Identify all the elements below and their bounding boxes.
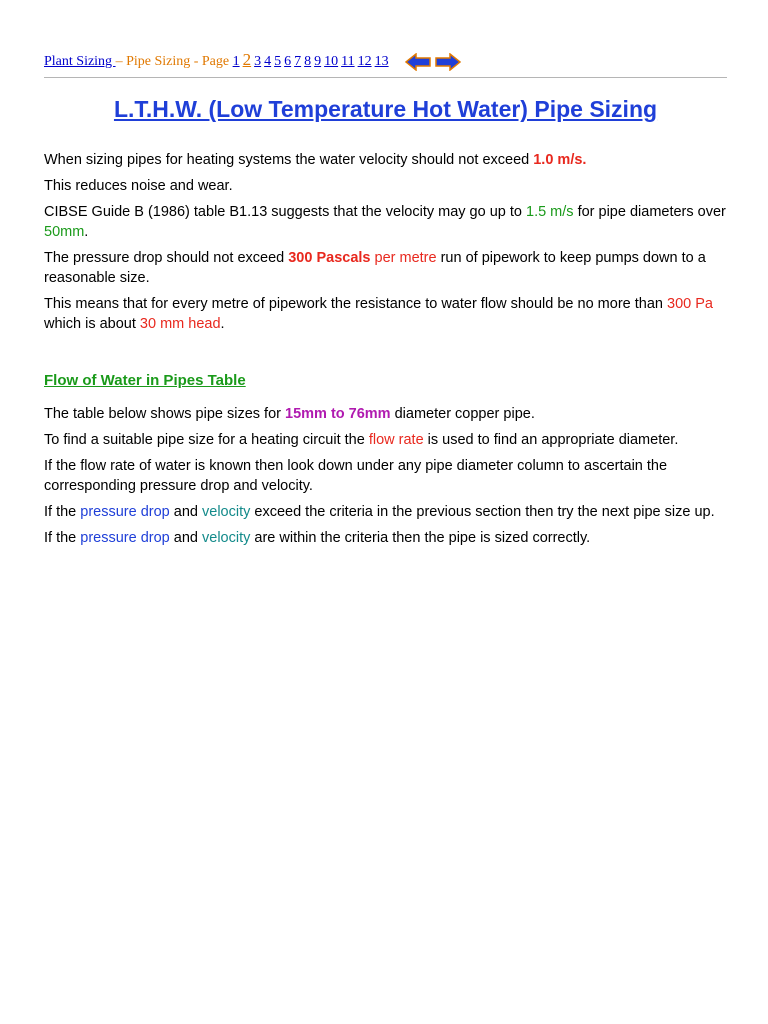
page-link-3[interactable]: 3: [254, 54, 262, 69]
text: If the: [44, 530, 81, 546]
section-paragraph-4: [44, 502, 734, 522]
section-paragraph-3: If the flow rate of water is known then look down under any pipe diameter column to ascertain the corresponding pressure drop and velocity.: [44, 458, 668, 494]
text: is used to find an appropriate diameter.: [423, 432, 679, 448]
velocity-term: velocity: [202, 530, 251, 546]
text: are within the criteria then the pipe is sized correctly.: [250, 530, 591, 546]
arrow-left-icon[interactable]: [405, 53, 431, 71]
pressure-value: 300 Pascals: [288, 250, 371, 266]
text: When sizing pipes for heating systems the water velocity should not exceed: [44, 152, 534, 168]
divider: [44, 77, 727, 78]
text: and: [169, 530, 202, 546]
text: The pressure drop should not exceed: [44, 250, 289, 266]
section-paragraph-5: [44, 528, 734, 548]
page-link-13[interactable]: 13: [374, 54, 389, 69]
page-link-2[interactable]: 2: [242, 50, 252, 69]
pressure-pa: 300 Pa: [667, 296, 713, 312]
text: To find a suitable pipe size for a heating circuit the: [44, 432, 369, 448]
pressure-drop-term: pressure drop: [80, 530, 170, 546]
page-link-12[interactable]: 12: [357, 54, 372, 69]
pipe-size-range: 15mm to 76mm: [285, 406, 391, 422]
diameter-value: 50mm: [44, 224, 85, 240]
intro-paragraph-4: [44, 248, 734, 288]
text: exceed the criteria in the previous section then try the next pipe size up.: [250, 504, 715, 520]
page-link-9[interactable]: 9: [314, 54, 322, 69]
per-metre: per metre: [370, 250, 437, 266]
flow-rate-term: flow rate: [368, 432, 424, 448]
page-link-7[interactable]: 7: [294, 54, 302, 69]
head-value: 30 mm head: [139, 316, 221, 332]
page-title: L.T.H.W. (Low Temperature Hot Water) Pipe Sizing: [113, 96, 658, 122]
plant-sizing-link[interactable]: Plant Sizing: [44, 54, 116, 69]
text: If the: [44, 504, 81, 520]
text: run of pipework to keep pumps down to a reasonable size.: [44, 250, 706, 286]
text: CIBSE Guide B (1986) table B1.13 suggests that the velocity may go up to: [44, 204, 526, 220]
velocity-limit: 1.0 m/s.: [533, 152, 587, 168]
page-link-6[interactable]: 6: [284, 54, 292, 69]
text: diameter copper pipe.: [390, 406, 535, 422]
pressure-drop-term: pressure drop: [80, 504, 170, 520]
intro-paragraph-1: [44, 150, 734, 170]
text: .: [220, 316, 225, 332]
text: for pipe diameters over: [573, 204, 726, 220]
text: This means that for every metre of pipework the resistance to water flow should be no more than: [44, 296, 667, 312]
velocity-term: velocity: [202, 504, 251, 520]
section-paragraph-2: [44, 430, 734, 450]
text: which is about: [44, 316, 140, 332]
intro-paragraph-5: [44, 294, 734, 334]
page-link-4[interactable]: 4: [264, 54, 272, 69]
page-link-1[interactable]: 1: [232, 54, 240, 69]
page-link-8[interactable]: 8: [304, 54, 312, 69]
page-link-10[interactable]: 10: [324, 54, 339, 69]
section-paragraph-1: [44, 404, 734, 424]
breadcrumb-nav: [44, 50, 734, 72]
page-link-11[interactable]: 11: [341, 54, 355, 69]
text: and: [169, 504, 202, 520]
page-arrows: [405, 52, 465, 72]
text: .: [84, 224, 89, 240]
text: The table below shows pipe sizes for: [44, 406, 285, 422]
breadcrumb-current: Pipe Sizing - Page: [122, 54, 233, 69]
article-body: [44, 150, 734, 554]
breadcrumb-separator: –: [115, 54, 123, 69]
intro-paragraph-2: This reduces noise and wear.: [44, 178, 233, 194]
section-heading: Flow of Water in Pipes Table: [44, 372, 246, 389]
intro-paragraph-3: [44, 202, 734, 242]
velocity-value: 1.5 m/s: [526, 204, 574, 220]
arrow-right-icon[interactable]: [435, 53, 461, 71]
page-link-5[interactable]: 5: [274, 54, 282, 69]
